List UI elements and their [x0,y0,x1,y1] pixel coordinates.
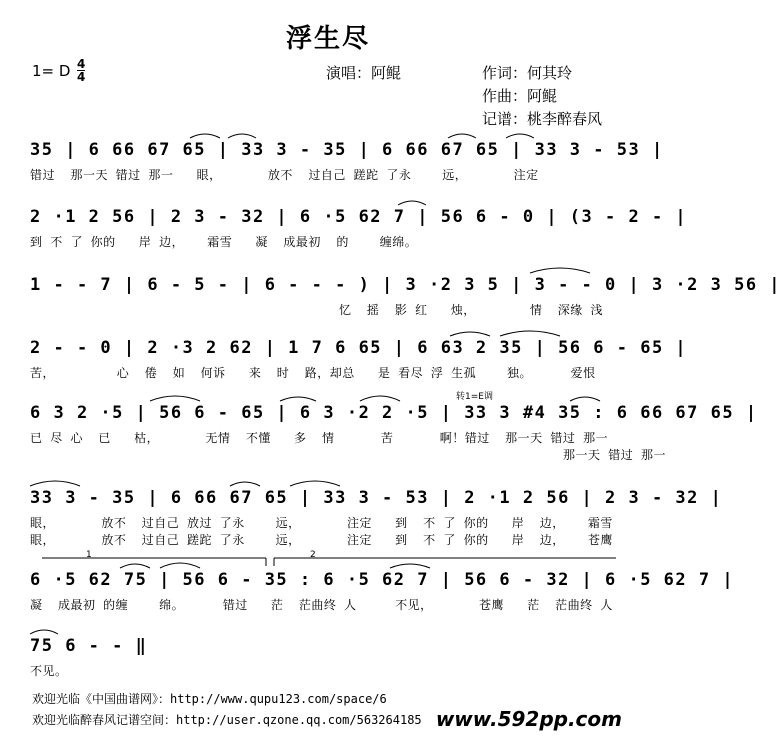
notes-line: 2 ·1 2 56 | 2 3 - 32 | 6 ·5 62 7 | 56 6 - 0 | (3 - 2 - | [30,207,688,227]
volta-1-label: 1 [86,550,92,560]
singer-credit: 演唱：阿鲲 [326,64,402,82]
composer-credit: 作曲：阿鲲 [482,87,558,105]
score-row-8 [30,636,630,696]
lyrics-line: 苦， 心 倦 如 何诉 来 时 路，却总 是 看尽 浮 生孤 独。 爱恨 [30,366,596,380]
time-signature-bottom: 4 [77,70,86,84]
time-signature-top: 4 [77,57,86,71]
score-row-2 [30,207,688,267]
score-row-7 [30,550,735,630]
footer-link-qzone[interactable]: 欢迎光临醉春风记谱空间：http://user.qzone.qq.com/563264185 [32,713,422,727]
notes-line: 1 - - 7 | 6 - 5 - | 6 - - - ) | 3 ·2 3 5 | 3 - - 0 | 3 ·2 3 56 | [30,275,781,295]
lyrics-line: 凝 成最初 的缠 绵。 错过 茫 茫曲终 人 不见， 苍鹰 茫 茫曲终 人 [30,598,613,612]
watermark-logo: www.592pp.com [435,707,622,731]
lyrics-line: 不见。 [30,664,68,678]
key-signature: 1= D [32,62,71,80]
score-row-5 [30,392,758,463]
notes-line: 6 ·5 62 75 | 56 6 - 35 : 6 ·5 62 7 | 56 6 - 32 | 6 ·5 62 7 | [30,570,735,590]
song-title: 浮生尽 [285,24,370,54]
lyricist-credit: 作词：何其玲 [482,64,573,82]
key-change-annotation: 转1=E调 [456,392,493,402]
time-signature [77,58,85,83]
notes-line: 2 - - 0 | 2 ·3 2 62 | 1 7 6 65 | 6 63 2 35 | 56 6 - 65 | [30,338,688,358]
notes-line: 35 | 6 66 67 65 | 33 3 - 35 | 6 66 67 65 | 33 3 - 53 | [30,140,664,160]
notes-line: 6 3 2 ·5 | 56 6 - 65 | 6 3 ·2 2 ·5 | 33 3 #4 35 : 6 66 67 65 | [30,403,758,423]
lyrics-line: 忆 摇 影 红 烛， 情 深缘 浅 [30,303,604,317]
score-row-3 [30,275,781,335]
lyrics-line: 错过 那一天 错过 那一 眼， 放不 过自己 蹉跎 了永 远， 注定 [30,168,539,182]
transcriber-credit: 记谱：桃李醉春风 [482,110,603,128]
lyrics-line: 已 尽 心 已 枯， 无情 不懂 多 情 苦 啊！错过 那一天 错过 那一 [30,431,609,445]
score-row-1 [30,140,664,200]
score-row-4 [30,338,688,398]
volta-2-label: 2 [310,550,316,560]
footer-link-qupu[interactable]: 欢迎光临《中国曲谱网》：http://www.qupu123.com/space/6 [32,692,387,706]
lyrics-line: 到 不 了 你的 岸 边， 霜雪 凝 成最初 的 缠绵。 [30,235,418,249]
notes-line: 75 6 - - ‖ [30,636,148,656]
notes-line: 33 3 - 35 | 6 66 67 65 | 33 3 - 53 | 2 ·1 2 56 | 2 3 - 32 | [30,488,723,508]
lyrics-line: 眼， 放不 过自己 放过 了永 远， 注定 到 不 了 你的 岸 边， 霜雪 [30,516,613,530]
score-row-6 [30,488,723,548]
lyrics-line-2: 眼， 放不 过自己 蹉跎 了永 远， 注定 到 不 了 你的 岸 边， 苍鹰 [30,533,613,547]
lyrics-line-2: 那一天 错过 那一 [30,448,666,462]
